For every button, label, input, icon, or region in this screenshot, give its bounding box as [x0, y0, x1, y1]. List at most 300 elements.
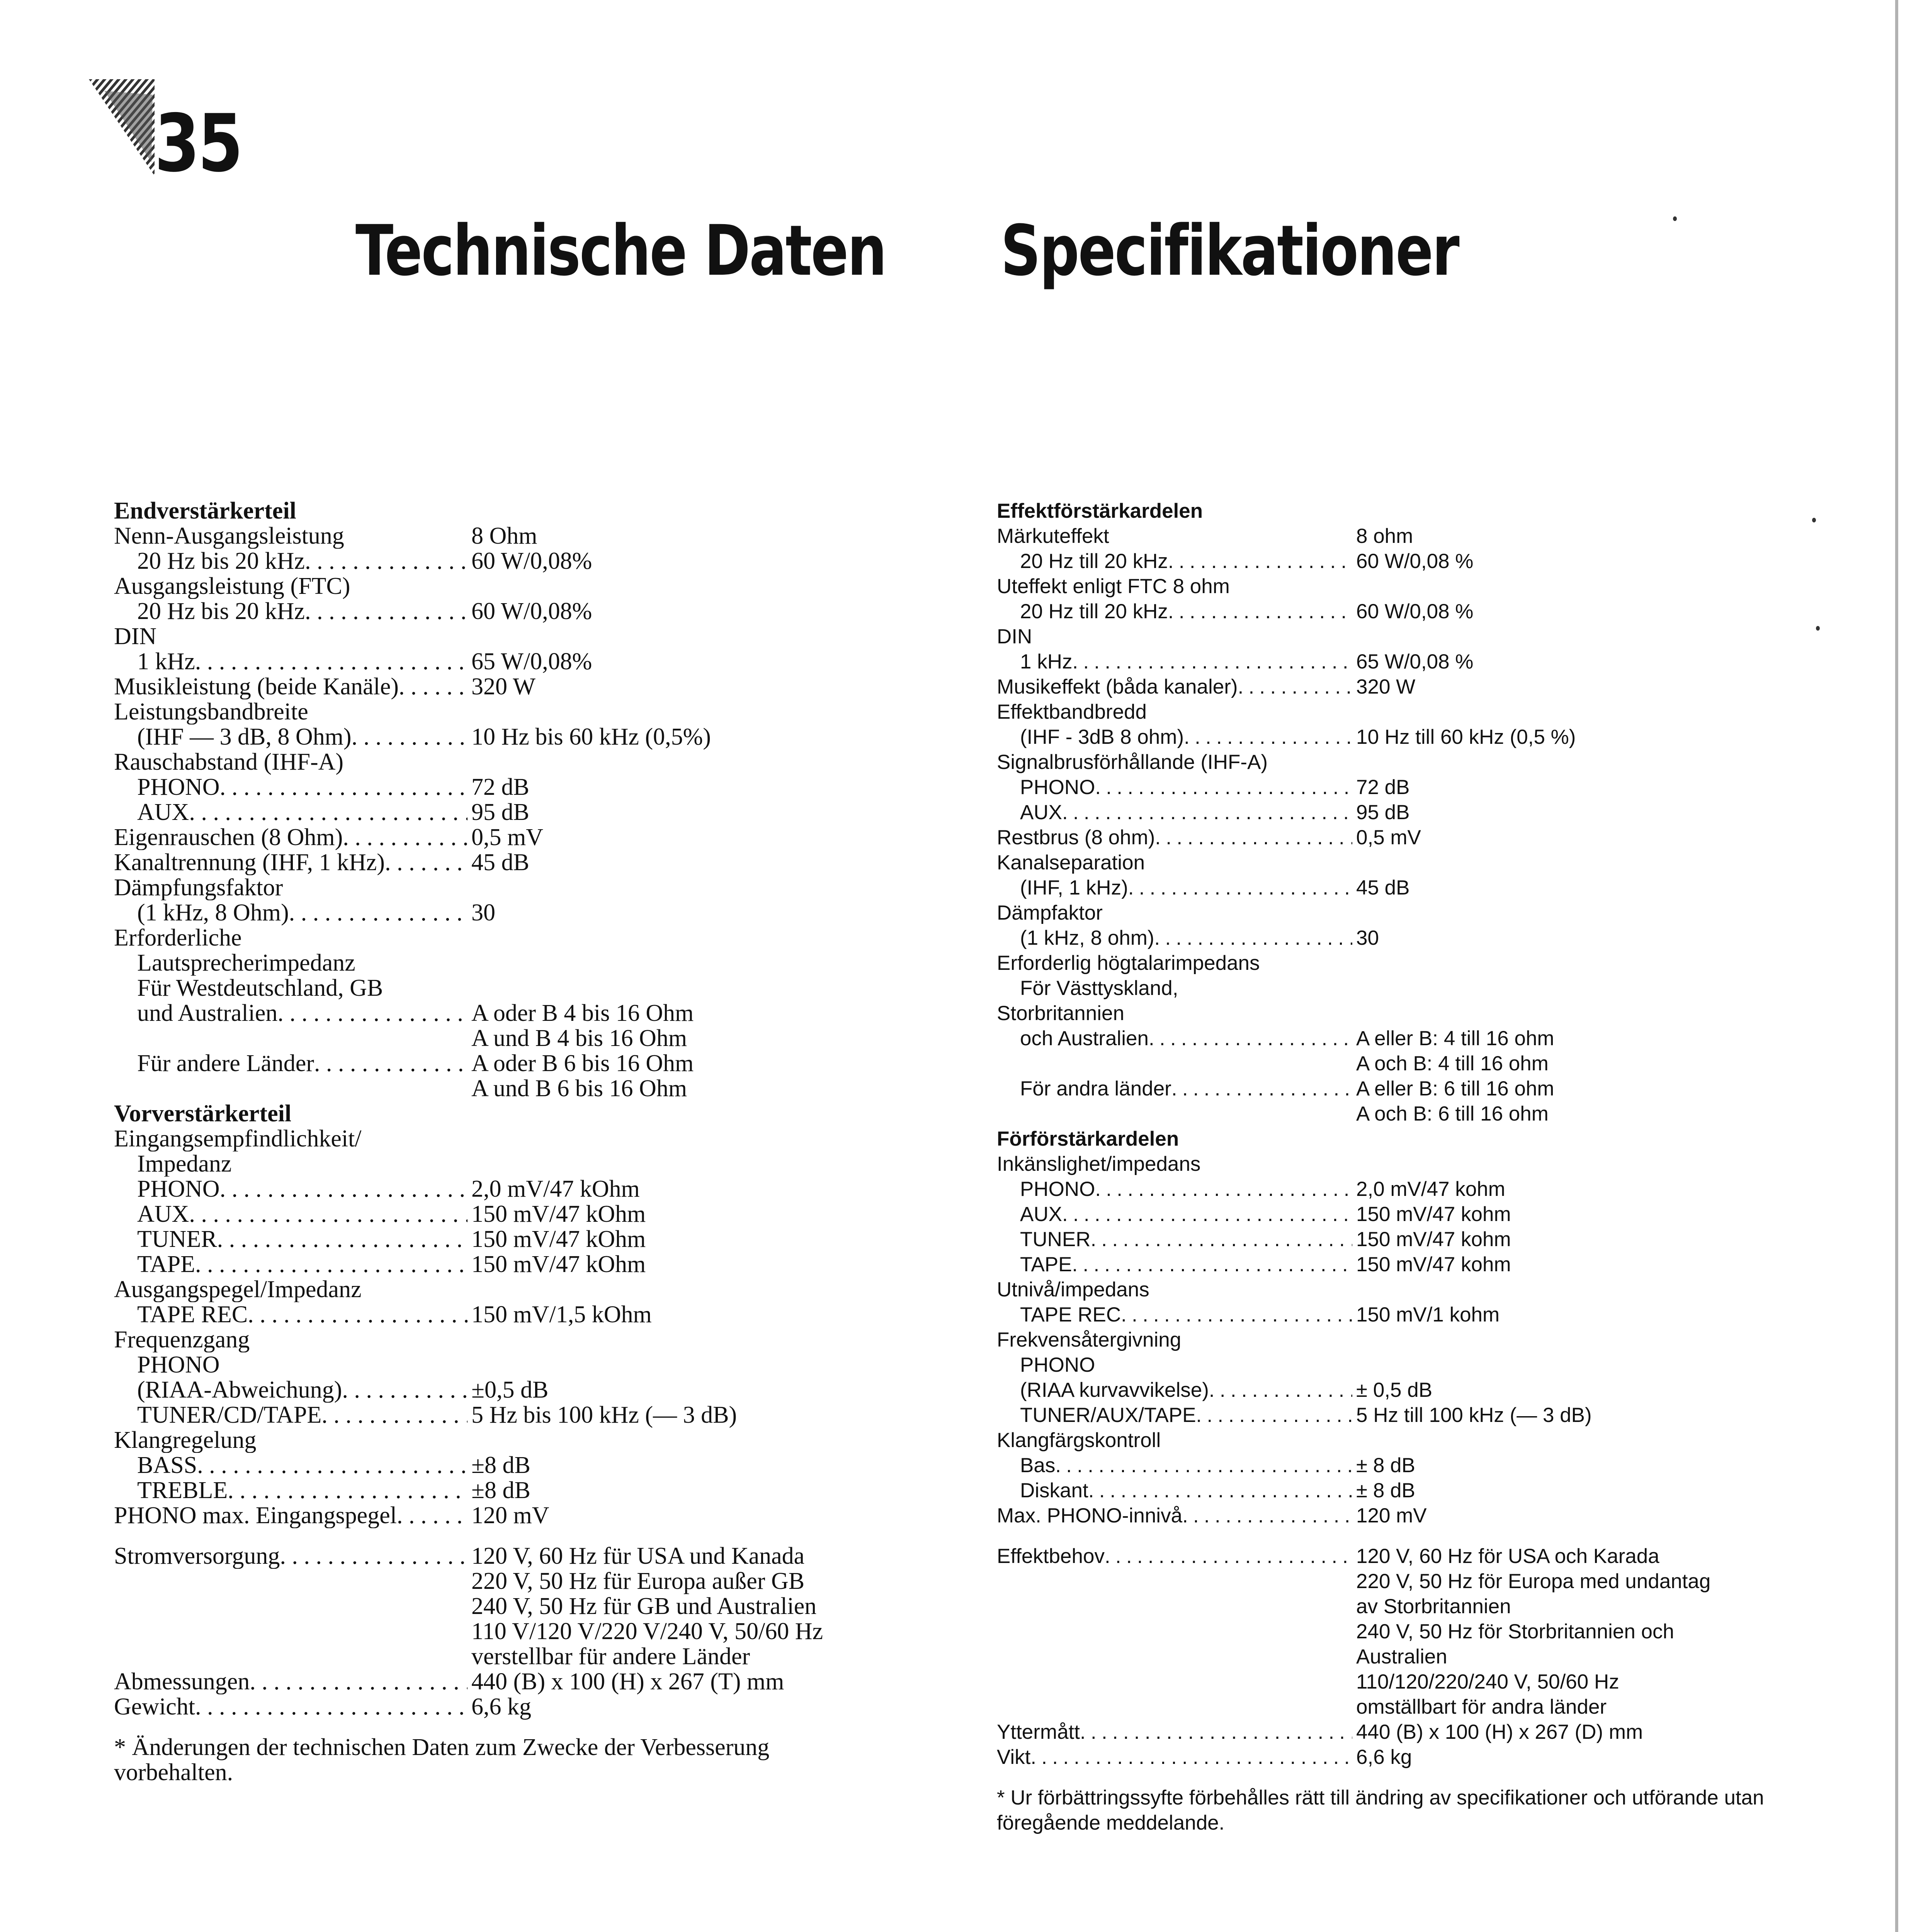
spec-value: 60 W/0,08%: [471, 598, 592, 624]
spec-label-cell: [114, 976, 468, 1001]
spec-label-cell: [114, 1594, 468, 1619]
spec-label-cell: [114, 951, 468, 976]
spec-row: [114, 1126, 945, 1151]
spec-row: [114, 1644, 945, 1669]
spec-value: 150 mV/1 kohm: [1356, 1303, 1500, 1326]
spec-label: 1 kHz: [137, 649, 195, 674]
page-title-german: Technische Daten: [355, 211, 886, 291]
spec-label: PHONO: [1020, 1178, 1095, 1201]
spec-label-cell: [997, 724, 1352, 750]
spec-value: A und B 6 bis 16 Ohm: [471, 1075, 687, 1102]
dot-leader: [383, 976, 468, 1001]
spec-label-cell: [997, 1544, 1352, 1569]
dot-leader: [195, 1694, 468, 1719]
spec-label: TUNER: [137, 1227, 217, 1252]
dot-leader: [156, 624, 468, 649]
spec-value: 150 mV/47 kohm: [1356, 1253, 1511, 1276]
spec-column-swedish: [997, 498, 1847, 1835]
dot-leader: [114, 1619, 468, 1644]
spec-label: Kanalseparation: [997, 851, 1145, 874]
dot-leader: [1030, 1745, 1352, 1770]
spec-row: [997, 800, 1847, 825]
spec-row: [114, 1378, 945, 1403]
spec-label-cell: [997, 1403, 1352, 1428]
spec-label-cell: [997, 549, 1352, 574]
dot-leader: [1149, 1277, 1352, 1302]
dot-leader: [1080, 1719, 1352, 1745]
spec-label-cell: [997, 1719, 1352, 1745]
dot-leader: [343, 825, 468, 850]
spec-row: [114, 1051, 945, 1076]
dot-leader: [305, 599, 468, 624]
spec-value: 72 dB: [1356, 776, 1410, 799]
spec-row: [997, 1026, 1847, 1051]
spec-label-cell: [114, 925, 468, 951]
spec-label-cell: [114, 1669, 468, 1694]
scan-speck: [1673, 216, 1677, 221]
spec-row: [997, 1101, 1847, 1126]
spec-value: 8 ohm: [1356, 525, 1413, 548]
spec-label-cell: [114, 875, 468, 900]
dot-leader: [114, 1076, 468, 1101]
spec-value: 150 mV/1,5 kOhm: [471, 1301, 652, 1328]
dot-leader: [1128, 875, 1352, 900]
dot-leader: [250, 1669, 468, 1694]
spec-value: 0,5 mV: [1356, 826, 1421, 849]
spec-label: Inkänslighet/impedans: [997, 1153, 1201, 1175]
spec-label: PHONO: [137, 1352, 220, 1378]
spec-label-cell: [997, 1569, 1352, 1594]
spec-label: Erforderliche: [114, 925, 242, 951]
dot-leader: [997, 1619, 1352, 1644]
spec-label: För andra länder: [1020, 1077, 1171, 1100]
dot-leader: [1109, 524, 1352, 549]
dot-leader: [195, 1252, 468, 1277]
spec-row: [114, 800, 945, 825]
section-heading: Förförstärkardelen: [997, 1128, 1179, 1150]
spec-value: 0,5 mV: [471, 824, 543, 850]
spec-row: [997, 649, 1847, 674]
spec-value: A eller B: 6 till 16 ohm: [1356, 1077, 1554, 1100]
spec-label: TREBLE: [137, 1478, 228, 1503]
spec-row: [997, 524, 1847, 549]
spec-value: ±8 dB: [471, 1452, 530, 1478]
spec-label: 20 Hz bis 20 kHz: [137, 549, 305, 574]
spec-row: [114, 1478, 945, 1503]
spec-label-cell: [114, 1252, 468, 1277]
spec-value: 240 V, 50 Hz för Storbritannien och: [1356, 1620, 1675, 1643]
dot-leader: [1072, 649, 1352, 674]
spec-label-cell: [114, 1428, 468, 1453]
spec-row: [114, 825, 945, 850]
spec-label-cell: [997, 1378, 1352, 1403]
spec-label: TUNER/CD/TAPE: [137, 1403, 322, 1428]
spec-label: Musikleistung (beide Kanäle): [114, 674, 399, 699]
dot-leader: [1178, 976, 1352, 1001]
spec-label: Erforderlig högtalarimpedans: [997, 952, 1260, 975]
spec-row: [997, 1644, 1847, 1669]
spec-value: 120 V, 60 Hz för USA och Karada: [1356, 1545, 1659, 1568]
spec-row: [997, 951, 1847, 976]
spec-label: DIN: [997, 625, 1032, 648]
spec-label-cell: [114, 825, 468, 850]
spec-row: [997, 549, 1847, 574]
dot-leader: [1182, 1503, 1352, 1528]
spec-row: [114, 624, 945, 649]
spec-row: [997, 1719, 1847, 1745]
section-heading: Endverstärkerteil: [114, 498, 296, 524]
spec-label-cell: [114, 1644, 468, 1669]
spec-label: (RIAA kurvavvikelse): [1020, 1379, 1209, 1401]
dot-leader: [1209, 1378, 1352, 1403]
spec-label: PHONO: [1020, 1354, 1095, 1376]
spec-label-cell: [997, 800, 1352, 825]
spec-row: [997, 699, 1847, 724]
spec-label: Effektbehov: [997, 1545, 1105, 1568]
scan-speck: [1812, 518, 1816, 522]
spec-label-cell: [997, 825, 1352, 850]
spec-value: ±0,5 dB: [471, 1377, 549, 1403]
spec-label-cell: [997, 1101, 1352, 1126]
spec-row: [114, 549, 945, 574]
spec-value: 240 V, 50 Hz für GB und Australien: [471, 1593, 817, 1619]
dot-leader: [241, 925, 468, 951]
spec-label: Rauschabstand (IHF-A): [114, 750, 344, 775]
spec-value: 30: [1356, 927, 1379, 949]
spec-value: omställbart för andra länder: [1356, 1696, 1607, 1718]
spec-label: Nenn-Ausgangsleistung: [114, 524, 344, 549]
spec-row: [997, 724, 1847, 750]
spec-label-cell: [114, 1503, 468, 1528]
dot-leader: [217, 1227, 468, 1252]
spec-label-cell: [114, 1453, 468, 1478]
spec-label-cell: [114, 1478, 468, 1503]
spec-value: 120 V, 60 Hz für USA und Kanada: [471, 1543, 805, 1569]
spec-label-cell: [997, 1227, 1352, 1252]
spec-value: 60 W/0,08 %: [1356, 550, 1474, 573]
spec-row: [997, 1428, 1847, 1453]
spec-row: [114, 1669, 945, 1694]
spec-label-cell: [997, 1051, 1352, 1076]
spec-label: TAPE REC: [137, 1302, 248, 1327]
spec-row: [997, 750, 1847, 775]
spec-row: [114, 1453, 945, 1478]
spec-label: BASS: [137, 1453, 197, 1478]
spec-value: A och B: 6 till 16 ohm: [1356, 1102, 1549, 1125]
spec-label-cell: [114, 1569, 468, 1594]
spec-label: (IHF, 1 kHz): [1020, 876, 1128, 899]
spec-label-cell: [997, 674, 1352, 699]
spec-value: 60 W/0,08%: [471, 548, 592, 574]
dot-leader: [195, 649, 468, 674]
spec-value: 6,6 kg: [471, 1694, 531, 1720]
spec-label: 20 Hz till 20 kHz: [1020, 550, 1168, 573]
spec-row: [114, 574, 945, 599]
spec-value: 60 W/0,08 %: [1356, 600, 1474, 623]
spec-value: Australien: [1356, 1645, 1447, 1668]
dot-leader: [1238, 674, 1352, 699]
spec-row: [997, 1594, 1847, 1619]
spec-row: [997, 1669, 1847, 1694]
dot-leader: [1196, 1403, 1352, 1428]
dot-leader: [1268, 750, 1352, 775]
spec-label-cell: [997, 925, 1352, 951]
spec-label-cell: [114, 624, 468, 649]
dot-leader: [248, 1302, 468, 1327]
spec-label: TUNER: [1020, 1228, 1091, 1251]
spec-row: [114, 1302, 945, 1327]
spec-label: Diskant: [1020, 1479, 1088, 1502]
spec-label: und Australien: [137, 1001, 278, 1026]
spec-value: 65 W/0,08 %: [1356, 650, 1474, 673]
spec-label: 20 Hz till 20 kHz: [1020, 600, 1168, 623]
spec-value: ± 8 dB: [1356, 1454, 1415, 1477]
spec-value: 95 dB: [471, 799, 529, 825]
spec-label-cell: [997, 524, 1352, 549]
spec-label-cell: [114, 1227, 468, 1252]
spec-label-cell: [997, 900, 1352, 925]
dot-leader: [1181, 1327, 1352, 1352]
spec-label-cell: [997, 1026, 1352, 1051]
spacer: [997, 1528, 1847, 1544]
spec-row: [114, 1428, 945, 1453]
spec-row: [114, 649, 945, 674]
spec-value: 320 W: [471, 673, 536, 700]
spec-row: [997, 624, 1847, 649]
spec-value: 45 dB: [471, 849, 529, 876]
spec-row: [997, 1378, 1847, 1403]
spec-label-cell: [114, 1694, 468, 1719]
spec-label: Frequenzgang: [114, 1327, 250, 1352]
spec-label: PHONO: [137, 1177, 220, 1202]
spec-label: Klangregelung: [114, 1428, 257, 1453]
dot-leader: [997, 1694, 1352, 1719]
spec-label: Leistungsbandbreite: [114, 699, 308, 724]
spec-label: AUX: [1020, 1203, 1062, 1226]
dot-leader: [308, 699, 468, 724]
spec-label-cell: [997, 1453, 1352, 1478]
spec-label: Klangfärgskontroll: [997, 1429, 1161, 1452]
spec-label-cell: [997, 1076, 1352, 1101]
spec-label-cell: [997, 1594, 1352, 1619]
spec-value: 65 W/0,08%: [471, 648, 592, 675]
spec-row: [114, 1202, 945, 1227]
spec-label-cell: [997, 976, 1352, 1001]
spec-label-cell: [997, 1327, 1352, 1352]
spec-label-cell: [114, 750, 468, 775]
footnote: * Änderungen der technischen Daten zum Zwecke der Verbesserung vorbehalten.: [114, 1734, 770, 1786]
dot-leader: [228, 1478, 468, 1503]
dot-leader: [1105, 1544, 1352, 1569]
spec-label-cell: [997, 1644, 1352, 1669]
spec-row: [997, 1544, 1847, 1569]
dot-leader: [1230, 574, 1352, 599]
spec-label: Uteffekt enligt FTC 8 ohm: [997, 575, 1230, 598]
dot-leader: [343, 750, 468, 775]
dot-leader: [231, 1151, 468, 1177]
dot-leader: [1149, 1026, 1352, 1051]
spec-value: 150 mV/47 kOhm: [471, 1251, 646, 1277]
spec-row: [114, 1076, 945, 1101]
spec-row: [114, 1277, 945, 1302]
spec-value: 95 dB: [1356, 801, 1410, 824]
spec-label: Max. PHONO-innivå: [997, 1504, 1183, 1527]
spec-label-cell: [997, 1151, 1352, 1177]
spec-label-cell: [997, 1694, 1352, 1719]
spec-label: Märkuteffekt: [997, 525, 1109, 548]
dot-leader: [1121, 1302, 1352, 1327]
spec-row: [114, 1227, 945, 1252]
spec-row: [997, 1745, 1847, 1770]
spec-value: verstellbar für andere Länder: [471, 1643, 750, 1670]
spec-label-cell: [114, 1051, 468, 1076]
spec-label-cell: [997, 1745, 1352, 1770]
spec-label: Für Westdeutschland, GB: [137, 976, 383, 1001]
spec-row: [114, 850, 945, 875]
spec-label: (IHF — 3 dB, 8 Ohm): [137, 724, 352, 750]
spec-value: ± 8 dB: [1356, 1479, 1415, 1502]
spec-value: 72 dB: [471, 774, 529, 800]
spec-row: [997, 1453, 1847, 1478]
spec-label-cell: [997, 1478, 1352, 1503]
spec-label-cell: [114, 900, 468, 925]
spec-row: [997, 674, 1847, 699]
spec-label: PHONO: [137, 775, 220, 800]
spec-label: TAPE: [137, 1252, 196, 1277]
spec-label-cell: [997, 599, 1352, 624]
spec-row: [114, 1352, 945, 1378]
spec-row: [114, 750, 945, 775]
spec-label-cell: [114, 699, 468, 724]
dot-leader: [283, 875, 468, 900]
spec-label-cell: [997, 1177, 1352, 1202]
spec-column-german: [114, 498, 945, 1785]
spec-row: [997, 1076, 1847, 1101]
spec-label-cell: [114, 649, 468, 674]
spec-value: 10 Hz bis 60 kHz (0,5%): [471, 724, 711, 750]
spec-label: Eigenrauschen (8 Ohm): [114, 825, 343, 850]
dot-leader: [1072, 1252, 1353, 1277]
spec-label: Eingangsempfindlichkeit/: [114, 1126, 362, 1151]
spec-label: TAPE REC: [1020, 1303, 1121, 1326]
spec-value: 5 Hz bis 100 kHz (— 3 dB): [471, 1402, 737, 1428]
spec-value: ± 0,5 dB: [1356, 1379, 1433, 1401]
spec-label: Abmessungen: [114, 1669, 250, 1694]
dot-leader: [997, 1569, 1352, 1594]
dot-leader: [385, 850, 468, 875]
spec-value: 150 mV/47 kohm: [1356, 1203, 1511, 1226]
spec-label: Kanaltrennung (IHF, 1 kHz): [114, 850, 385, 875]
spec-value: 6,6 kg: [1356, 1746, 1412, 1769]
spec-label: Frekvensåtergivning: [997, 1328, 1182, 1351]
dot-leader: [1154, 925, 1352, 951]
spec-row: [997, 925, 1847, 951]
spec-label: Dämpfungsfaktor: [114, 875, 283, 900]
spec-row: [997, 1252, 1847, 1277]
spec-row: [114, 1694, 945, 1719]
spec-label-cell: [997, 775, 1352, 800]
spec-value: A oder B 6 bis 16 Ohm: [471, 1050, 694, 1077]
spec-row: [114, 599, 945, 624]
dot-leader: [997, 1101, 1352, 1126]
dot-leader: [220, 1352, 468, 1378]
spec-label-cell: [114, 1277, 468, 1302]
dot-leader: [997, 1644, 1352, 1669]
spec-value: 110/120/220/240 V, 50/60 Hz: [1356, 1670, 1619, 1693]
spec-label: Vikt: [997, 1746, 1031, 1769]
spec-label-cell: [114, 524, 468, 549]
spec-row: [997, 1503, 1847, 1528]
spec-value: 150 mV/47 kOhm: [471, 1201, 646, 1227]
spec-row: [114, 976, 945, 1001]
dot-leader: [305, 549, 468, 574]
dot-leader: [997, 1051, 1352, 1076]
spec-label: AUX: [137, 800, 189, 825]
spec-row: [997, 1403, 1847, 1428]
spec-label-cell: [997, 699, 1352, 724]
spec-label-cell: [997, 1277, 1352, 1302]
spec-label: TAPE: [1020, 1253, 1072, 1276]
spec-value: 45 dB: [1356, 876, 1410, 899]
spec-row: [114, 875, 945, 900]
dot-leader: [352, 724, 468, 750]
spec-label: AUX: [137, 1202, 189, 1227]
dot-leader: [1095, 775, 1352, 800]
dot-leader: [114, 1026, 468, 1051]
spec-row: [997, 574, 1847, 599]
spec-label: Bas: [1020, 1454, 1056, 1477]
section-heading: Vorverstärkerteil: [114, 1100, 292, 1127]
spec-label-cell: [997, 750, 1352, 775]
spec-row: [997, 1151, 1847, 1177]
spec-label-cell: [997, 1669, 1352, 1694]
spec-label: Yttermått: [997, 1721, 1080, 1743]
spec-row: [997, 1227, 1847, 1252]
spec-value: av Storbritannien: [1356, 1595, 1511, 1618]
spec-value: 5 Hz till 100 kHz (— 3 dB): [1356, 1404, 1592, 1427]
dot-leader: [1168, 549, 1352, 574]
spec-label: PHONO: [1020, 776, 1095, 799]
dot-leader: [344, 524, 468, 549]
spec-label-cell: [997, 1202, 1352, 1227]
dot-leader: [1168, 599, 1352, 624]
spec-label-cell: [997, 951, 1352, 976]
spec-label-cell: [114, 1177, 468, 1202]
spec-row: [114, 699, 945, 724]
spec-row: [114, 1252, 945, 1277]
spec-row: [997, 850, 1847, 875]
dot-leader: [289, 900, 468, 925]
spec-value: A och B: 4 till 16 ohm: [1356, 1052, 1549, 1075]
dot-leader: [189, 1202, 468, 1227]
spec-value: 440 (B) x 100 (H) x 267 (D) mm: [1356, 1721, 1643, 1743]
spec-label-cell: [114, 775, 468, 800]
dot-leader: [250, 1327, 468, 1352]
dot-leader: [1055, 1453, 1352, 1478]
spec-label: och Australien: [1020, 1027, 1149, 1050]
spec-label: Gewicht: [114, 1694, 196, 1719]
spec-label: TUNER/AUX/TAPE: [1020, 1404, 1196, 1427]
spec-value: 150 mV/47 kohm: [1356, 1228, 1511, 1251]
spec-row: [114, 1544, 945, 1569]
spec-label-cell: [114, 1352, 468, 1378]
spec-row: [114, 1151, 945, 1177]
spec-row: [114, 724, 945, 750]
spec-label: Musikeffekt (båda kanaler): [997, 675, 1238, 698]
dot-leader: [114, 1569, 468, 1594]
dot-leader: [1200, 1151, 1352, 1177]
spec-row: [997, 1177, 1847, 1202]
